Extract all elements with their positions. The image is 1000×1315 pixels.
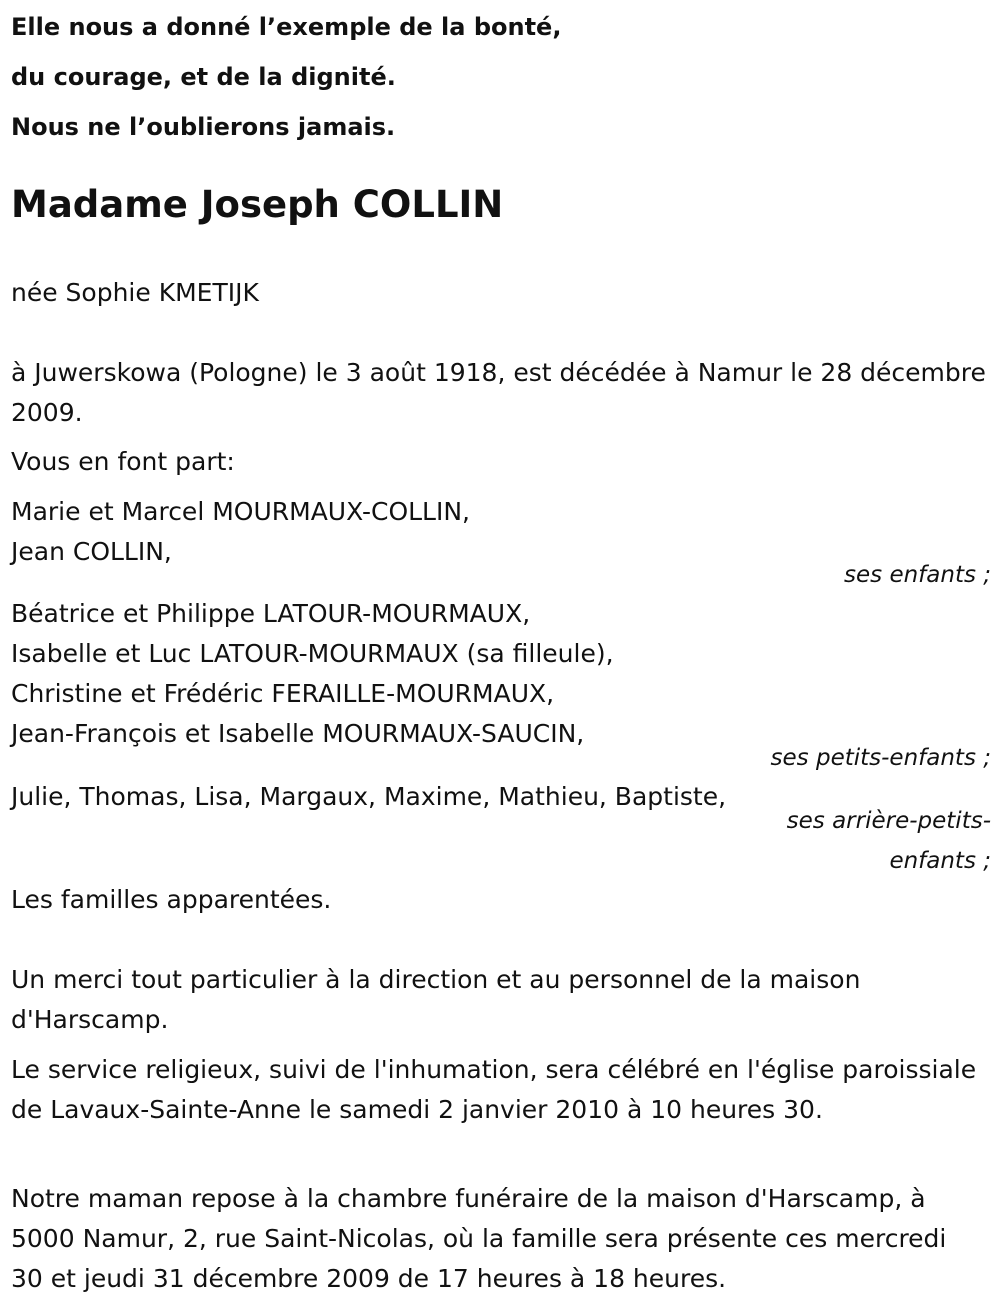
motto-line: du courage, et de la dignité. (11, 63, 396, 91)
thanks-paragraph: Un merci tout particulier à la direction et au personnel de la maison d'Harscamp. (11, 965, 861, 1034)
family-member: Julie, Thomas, Lisa, Margaux, Maxime, Mathieu, Baptiste, (11, 782, 727, 811)
motto-line: Elle nous a donné l’exemple de la bonté, (11, 13, 562, 41)
service-paragraph: Le service religieux, suivi de l'inhumation, sera célébré en l'église paroissiale de Lavaux-Sainte-Anne le samedi 2 janvier 2010 à 10 heures 30. (11, 1055, 977, 1124)
announcement: Vous en font part: (11, 447, 235, 476)
obituary-page (11, 0, 991, 1293)
role-great-grandchildren-line2: enfants ; (889, 848, 991, 874)
family-member: Jean COLLIN, (11, 537, 172, 566)
family-member: Béatrice et Philippe LATOUR-MOURMAUX, (11, 599, 531, 628)
deceased-name: Madame Joseph COLLIN (11, 183, 504, 226)
family-member: Isabelle et Luc LATOUR-MOURMAUX (sa filleule), (11, 639, 614, 668)
birth-death-info: à Juwerskowa (Pologne) le 3 août 1918, est décédée à Namur le 28 décembre 2009. (11, 358, 986, 427)
maiden-name: née Sophie KMETIJK (11, 278, 259, 307)
role-grandchildren: ses petits-enfants ; (770, 745, 991, 771)
motto (11, 0, 991, 152)
family-member: Christine et Frédéric FERAILLE-MOURMAUX, (11, 679, 555, 708)
family-member: Jean-François et Isabelle MOURMAUX-SAUCIN, (11, 719, 585, 748)
relatives: Les familles apparentées. (11, 885, 332, 914)
role-great-grandchildren-line1: ses arrière-petits- (786, 808, 991, 834)
role-children: ses enfants ; (844, 562, 991, 588)
viewing-paragraph: Notre maman repose à la chambre funéraire de la maison d'Harscamp, à 5000 Namur, 2, rue Saint-Nicolas, où la famille sera présente ces mercredi 30 et jeudi 31 décembre 2009 de 17 heures à 18 heures. (11, 1184, 947, 1293)
motto-line: Nous ne l’oublierons jamais. (11, 113, 396, 141)
family-member: Marie et Marcel MOURMAUX-COLLIN, (11, 497, 471, 526)
